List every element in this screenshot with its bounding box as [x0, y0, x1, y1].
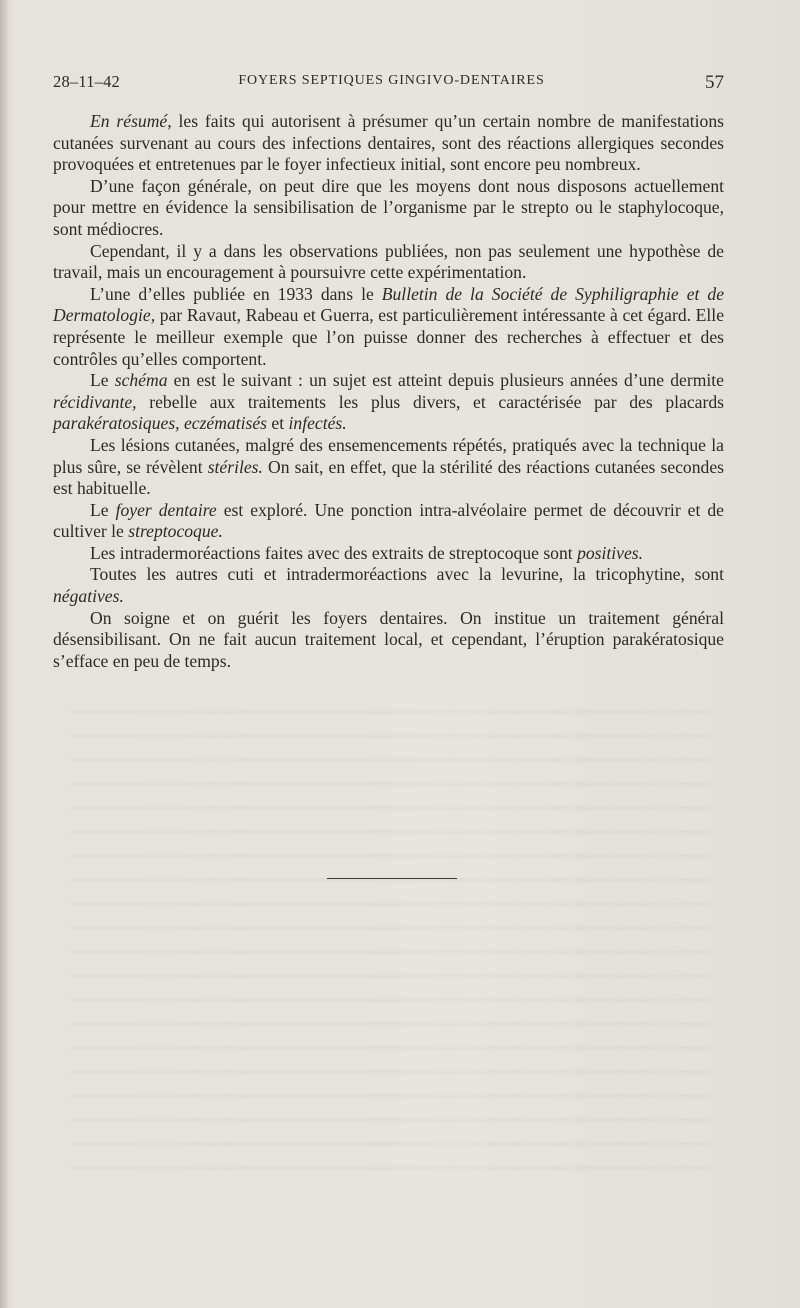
paragraph-schema	[53, 370, 724, 435]
page-gutter-shadow	[0, 0, 8, 1308]
paragraph-cependant	[53, 241, 724, 284]
italic-term: positives.	[577, 542, 644, 563]
running-title: FOYERS SEPTIQUES GINGIVO-DENTAIRES	[238, 73, 545, 88]
paragraph-text: est exploré. Une ponction intra-alvéolaire permet de découvrir et de cultiver le	[53, 499, 724, 542]
paragraph-text: par Ravaut, Rabeau et Guerra, est particulièrement intéressante à cet égard. Elle représente le meilleur exemple que l’on puisse donner des recherches à effectuer et des contrôles qu’elles comportent.	[53, 305, 724, 369]
paragraph-bulletin	[53, 284, 724, 370]
paragraph-text: On soigne et on guérit les foyers dentaires. On institue un traitement général désensibilisant. On ne fait aucun traitement local, et cependant, l’éruption parakératosique s’efface en peu de temps.	[53, 607, 724, 671]
paragraph-text: Les intradermoréactions faites avec des extraits de streptocoque sont	[90, 542, 578, 563]
italic-term: schéma	[114, 370, 168, 391]
paragraph-foyer	[53, 500, 724, 543]
paragraph-intradermo	[53, 543, 724, 565]
paragraph-text: Toutes les autres cuti et intradermoréactions avec la levurine, la tricophytine, sont	[90, 564, 724, 585]
paragraph-text: Les lésions cutanées, malgré des ensemencements répétés, pratiqués avec la technique la plus sûre, se révèlent	[53, 434, 724, 477]
lead-italic: En résumé,	[90, 111, 172, 131]
paragraph-text: rebelle aux traitements les plus divers, et caractérisée par des placards	[136, 391, 724, 412]
paragraph-text: Le	[90, 370, 115, 391]
italic-term: foyer dentaire	[115, 499, 217, 520]
italic-term: infectés.	[288, 413, 347, 434]
page-number: 57	[705, 72, 724, 93]
paragraph-text: L’une d’elles publiée en 1933 dans le	[90, 283, 382, 304]
paragraph-text: On sait, en effet, que la stérilité des réactions cutanées secondes est habituelle.	[53, 456, 724, 499]
page-header	[53, 72, 724, 96]
paragraph-summary	[53, 111, 724, 176]
paragraph-text: en est le suivant : un sujet est atteint depuis plusieurs années d’une dermite	[167, 370, 724, 391]
paragraph-text: les faits qui autorisent à présumer qu’un certain nombre de manifestations cutanées survenant au cours des infections dentaires, sont des réactions allergiques secondes provoquées et entretenues par le foyer infectieux initial, sont encore peu nombreux.	[53, 111, 724, 175]
italic-term: streptocoque.	[128, 521, 223, 542]
paragraph-lesions	[53, 435, 724, 500]
paragraph-traitement	[53, 608, 724, 673]
section-divider-rule	[327, 878, 457, 879]
italic-term: stériles.	[207, 456, 263, 477]
italic-term: récidivante,	[53, 391, 137, 412]
header-date: 28–11–42	[53, 72, 120, 91]
paragraph-text: Cependant, il y a dans les observations publiées, non pas seulement une hypothèse de travail, mais un encouragement à poursuivre cette expérimentation.	[53, 240, 724, 283]
paragraph-text: D’une façon générale, on peut dire que les moyens dont nous disposons actuellement pour mettre en évidence la sensibilisation de l’organisme par le strepto ou le staphylocoque, sont médiocres.	[53, 175, 724, 239]
main-text	[53, 111, 724, 672]
italic-term: négatives.	[53, 586, 124, 607]
paragraph-general	[53, 176, 724, 241]
paragraph-text: et	[267, 413, 289, 434]
paragraph-text: Le	[90, 499, 116, 520]
paragraph-autres	[53, 564, 724, 607]
journal-title: Bulletin de la Société de Syphiligraphie et de Dermatologie,	[53, 283, 724, 326]
italic-term: parakératosiques, eczématisés	[53, 413, 268, 434]
